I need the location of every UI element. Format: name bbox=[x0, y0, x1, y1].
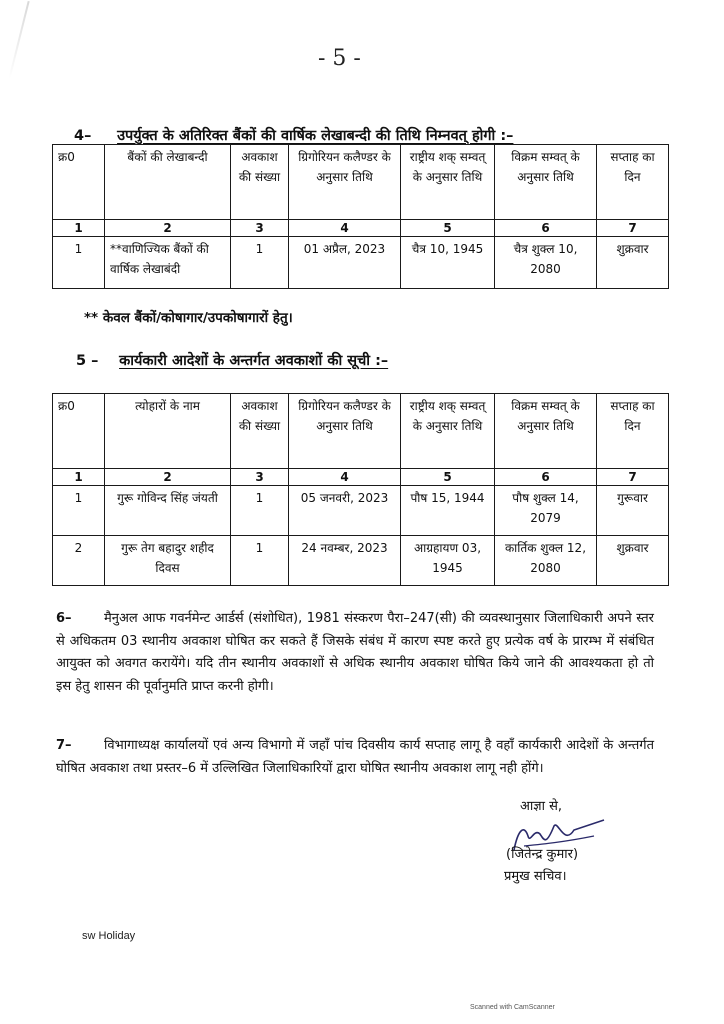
cell-vikram: कार्तिक शुक्ल 12, 2080 bbox=[495, 536, 597, 586]
header-vikram: विक्रम सम्वत् के अनुसार तिथि bbox=[495, 145, 597, 220]
bank-footnote: ** केवल बैंकों/कोषागार/उपकोषागारों हेतु। bbox=[84, 310, 293, 326]
cell-serial: 1 bbox=[53, 237, 105, 289]
table-row bbox=[53, 486, 669, 536]
header-name: त्योहारों के नाम bbox=[105, 394, 231, 469]
section5-heading bbox=[76, 350, 388, 370]
cell-count: 1 bbox=[231, 536, 289, 586]
section5-title: कार्यकारी आदेशों के अन्तर्गत अवकाशों की सूची :– bbox=[119, 353, 389, 369]
index-cell: 6 bbox=[495, 469, 597, 486]
header-vikram: विक्रम सम्वत् के अनुसार तिथि bbox=[495, 394, 597, 469]
header-saka: राष्ट्रीय शक् सम्वत् के अनुसार तिथि bbox=[401, 145, 495, 220]
cell-saka: आग्रहायण 03, 1945 bbox=[401, 536, 495, 586]
cell-name: **वाणिज्यिक बैंकों की वार्षिक लेखाबंदी bbox=[105, 237, 231, 289]
cell-gregorian: 05 जनवरी, 2023 bbox=[289, 486, 401, 536]
index-cell: 2 bbox=[105, 220, 231, 237]
cell-gregorian: 24 नवम्बर, 2023 bbox=[289, 536, 401, 586]
cell-gregorian: 01 अप्रैल, 2023 bbox=[289, 237, 401, 289]
header-gregorian: ग्रिगोरियन कलैण्डर के अनुसार तिथि bbox=[289, 145, 401, 220]
index-cell: 3 bbox=[231, 469, 289, 486]
table-row bbox=[53, 237, 669, 289]
cell-weekday: शुक्रवार bbox=[597, 536, 669, 586]
paragraph-7-text: विभागाध्यक्ष कार्यालयों एवं अन्य विभागो में जहाँ पांच दिवसीय कार्य सप्ताह लागू है वहाँ कार्यकारी आदेशों के अन्तर्गत घोषित अवकाश तथा प्रस्तर–6 में उल्लिखित जिलाधिकारियों द्वारा घोषित स्थानीय अवकाश लागू नही होंगे। bbox=[56, 738, 654, 776]
executive-holidays-table bbox=[52, 393, 669, 586]
table-header-row bbox=[53, 145, 669, 220]
cell-name: गुरू गोविन्द सिंह जंयती bbox=[105, 486, 231, 536]
index-cell: 3 bbox=[231, 220, 289, 237]
by-order-text: आज्ञा से, bbox=[520, 799, 563, 814]
page-number: - 5 - bbox=[318, 46, 361, 71]
section4-heading bbox=[74, 125, 513, 145]
index-cell: 5 bbox=[401, 469, 495, 486]
header-count: अवकाश की संख्या bbox=[231, 394, 289, 469]
fold-mark bbox=[8, 1, 29, 79]
paragraph-6-text: मैनुअल आफ गवर्नमेन्ट आर्डर्स (संशोधित), 1981 संस्करण पैरा–247(सी) की व्यवस्थानुसार जिलाधिकारी अपने स्तर से अधिकतम 03 स्थानीय अवकाश घोषित कर सकते हैं जिसके संबंध में कारण स्पष्ट करते हुए प्रत्येक वर्ष के प्रारम्भ में संबंधित आयुक्त को अवगत करायेंगे। यदि तीन स्थानीय अवकाशों से अधिक स्थानीय अवकाश घोषित किये जाने की आवश्यकता हो तो इस हेतु शासन की पूर्वानुमति प्राप्त करनी होगी। bbox=[56, 611, 654, 694]
index-cell: 4 bbox=[289, 220, 401, 237]
cell-count: 1 bbox=[231, 486, 289, 536]
header-gregorian: ग्रिगोरियन कलैण्डर के अनुसार तिथि bbox=[289, 394, 401, 469]
header-saka: राष्ट्रीय शक् सम्वत् के अनुसार तिथि bbox=[401, 394, 495, 469]
header-count: अवकाश की संख्या bbox=[231, 145, 289, 220]
header-serial: क्र0 bbox=[53, 394, 105, 469]
cell-name: गुरू तेग बहादुर शहीद दिवस bbox=[105, 536, 231, 586]
index-cell: 4 bbox=[289, 469, 401, 486]
header-weekday: सप्ताह का दिन bbox=[597, 394, 669, 469]
table-row bbox=[53, 536, 669, 586]
cell-serial: 1 bbox=[53, 486, 105, 536]
index-cell: 6 bbox=[495, 220, 597, 237]
section4-number: 4– bbox=[74, 128, 92, 144]
index-cell: 5 bbox=[401, 220, 495, 237]
table-index-row bbox=[53, 469, 669, 486]
table-index-row bbox=[53, 220, 669, 237]
index-cell: 1 bbox=[53, 469, 105, 486]
signatory-name: (जितेन्द्र कुमार) bbox=[506, 847, 579, 862]
paragraph-7 bbox=[56, 735, 654, 780]
signatory-designation: प्रमुख सचिव। bbox=[504, 869, 567, 884]
paragraph-6 bbox=[56, 608, 654, 698]
cell-saka: चैत्र 10, 1945 bbox=[401, 237, 495, 289]
scanner-watermark: Scanned with CamScanner bbox=[470, 1004, 555, 1011]
table-header-row bbox=[53, 394, 669, 469]
index-cell: 7 bbox=[597, 469, 669, 486]
cell-count: 1 bbox=[231, 237, 289, 289]
header-weekday: सप्ताह का दिन bbox=[597, 145, 669, 220]
header-serial: क्र0 bbox=[53, 145, 105, 220]
cell-saka: पौष 15, 1944 bbox=[401, 486, 495, 536]
bank-closing-table bbox=[52, 144, 669, 289]
footer-note: sw Holiday bbox=[82, 930, 136, 942]
paragraph-6-number: 6– bbox=[56, 611, 72, 626]
cell-vikram: चैत्र शुक्ल 10, 2080 bbox=[495, 237, 597, 289]
section4-title: उपर्युक्त के अतिरिक्त बैंकों की वार्षिक लेखाबन्दी की तिथि निम्नवत् होगी :– bbox=[117, 128, 514, 144]
header-name: बैंकों की लेखाबन्दी bbox=[105, 145, 231, 220]
cell-weekday: शुक्रवार bbox=[597, 237, 669, 289]
paragraph-7-number: 7– bbox=[56, 738, 72, 753]
cell-vikram: पौष शुक्ल 14, 2079 bbox=[495, 486, 597, 536]
index-cell: 1 bbox=[53, 220, 105, 237]
section5-number: 5 – bbox=[76, 353, 99, 369]
index-cell: 7 bbox=[597, 220, 669, 237]
cell-weekday: गुरूवार bbox=[597, 486, 669, 536]
index-cell: 2 bbox=[105, 469, 231, 486]
cell-serial: 2 bbox=[53, 536, 105, 586]
